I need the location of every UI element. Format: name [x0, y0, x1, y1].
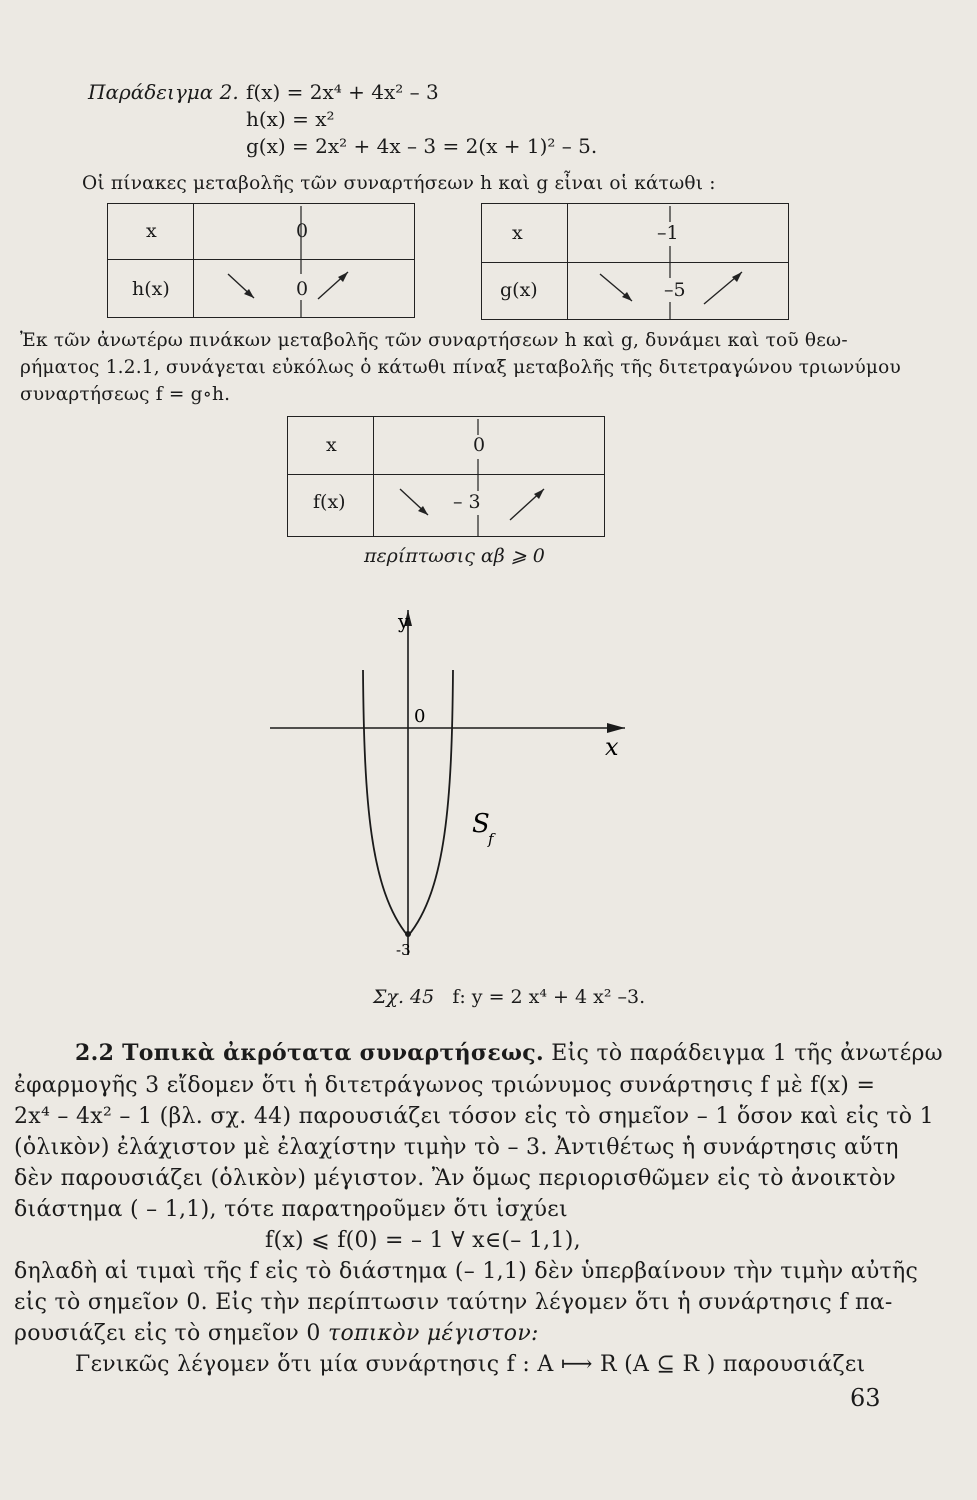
- section-line-9-prefix: ρουσιάζει εἰς τὸ σημεῖον 0: [14, 1321, 328, 1346]
- inequality: f(x) ⩽ f(0) = – 1 ∀ x∈(– 1,1),: [265, 1228, 581, 1253]
- equation-h: h(x) = x²: [246, 107, 335, 131]
- table-g-x-value: –1: [657, 222, 679, 244]
- paragraph-1-line-1: Ἐκ τῶν ἀνωτέρω πινάκων μεταβολῆς τῶν συναρτήσεων h καὶ g, δυνάμει καὶ τοῦ θεω-: [20, 330, 848, 351]
- table-h-f-value: 0: [296, 278, 309, 300]
- section-line-2: ἐφαρμογῆς 3 εἴδομεν ὅτι ἡ διτετράγωνος τριώνυμος συνάρτησις f μὲ f(x) =: [14, 1073, 876, 1098]
- x-axis-arrow-icon: [607, 723, 625, 733]
- section-line-3: 2x⁴ – 4x² – 1 (βλ. σχ. 44) παρουσιάζει τόσον εἰς τὸ σημεῖον – 1 ὅσον καὶ εἰς τὸ 1: [14, 1104, 934, 1129]
- curve-label: S: [472, 809, 490, 839]
- section-heading: 2.2 Τοπικὰ ἀκρότατα συναρτήσεως.: [75, 1040, 544, 1066]
- section-line-4: (ὁλικὸν) ἐλάχιστον μὲ ἐλαχίστην τιμὴν τὸ – 3. Ἀντιθέτως ἡ συνάρτησις αὕτη: [14, 1135, 899, 1160]
- table-f-caption: περίπτωσις αβ ⩾ 0: [364, 545, 545, 567]
- table-h-x-label: x: [146, 220, 157, 242]
- section-line-5: δὲν παρουσιάζει (ὁλικὸν) μέγιστον. Ἂν ὅμως περιορισθῶμεν εἰς τὸ ἀνοικτὸν: [14, 1166, 897, 1191]
- section-line-6: διάστημα ( – 1,1), τότε παρατηροῦμεν ὅτι ἰσχύει: [14, 1197, 568, 1222]
- figure-caption: [373, 986, 645, 1008]
- local-maximum-term: τοπικὸν μέγιστον:: [327, 1321, 539, 1346]
- variation-table-f: [287, 416, 605, 537]
- section-line-9: [14, 1321, 539, 1346]
- y-axis-label: y: [398, 609, 410, 633]
- table-h-x-value: 0: [296, 220, 309, 242]
- tables-intro: Οἱ πίνακες μεταβολῆς τῶν συναρτήσεων h καὶ g εἶναι οἱ κάτωθι :: [82, 173, 716, 194]
- table-g-arrows: [482, 204, 790, 321]
- parabola-graph: [250, 600, 650, 960]
- origin-label: 0: [414, 706, 426, 727]
- section-line-8: εἰς τὸ σημεῖον 0. Εἰς τὴν περίπτωσιν ταύτην λέγομεν ὅτι ἡ συνάρτησις f πα-: [14, 1290, 893, 1315]
- section-first-line: [75, 1040, 943, 1066]
- equation-f: f(x) = 2x⁴ + 4x² – 3: [246, 80, 439, 104]
- equation-g: g(x) = 2x² + 4x – 3 = 2(x + 1)² – 5.: [246, 134, 598, 158]
- section-line-10: Γενικῶς λέγομεν ὅτι μία συνάρτησις f : A ⟼ R (A ⊆ R ) παρουσιάζει: [75, 1352, 866, 1377]
- example-label: Παράδειγμα 2.: [88, 80, 239, 104]
- table-f-f-value: – 3: [453, 491, 481, 513]
- table-g-f-value: –5: [664, 279, 686, 301]
- table-f-x-value: 0: [473, 434, 486, 456]
- table-h-arrows: [108, 204, 416, 319]
- table-f-arrows: [288, 417, 606, 538]
- table-h-f-label: h(x): [132, 278, 170, 300]
- table-f-x-label: x: [326, 434, 337, 456]
- figure-equation: f: y = 2 x⁴ + 4 x² –3.: [452, 986, 646, 1008]
- x-axis-label: x: [605, 733, 619, 761]
- curve-subscript: f: [488, 830, 494, 848]
- paragraph-1-line-2: ρήματος 1.2.1, συνάγεται εὐκόλως ὁ κάτωθι πίναξ μεταβολῆς τῆς διτετραγώνου τριωνύμου: [20, 357, 901, 378]
- section-line-1-rest: Εἰς τὸ παράδειγμα 1 τῆς ἀνωτέρω: [551, 1041, 943, 1066]
- variation-table-g: [481, 203, 789, 320]
- figure-number: Σχ. 45: [373, 986, 435, 1008]
- page-number: 63: [850, 1384, 881, 1412]
- variation-table-h: [107, 203, 415, 318]
- table-f-f-label: f(x): [313, 491, 346, 513]
- section-line-7: δηλαδὴ αἱ τιμαὶ τῆς f εἰς τὸ διάστημα (– 1,1) δὲν ὑπερβαίνουν τὴν τιμὴν αὐτῆς: [14, 1259, 919, 1284]
- table-g-x-label: x: [512, 222, 523, 244]
- table-g-f-label: g(x): [500, 279, 538, 301]
- min-value-label: -3: [396, 941, 411, 959]
- paragraph-1-line-3: συναρτήσεως f = g∘h.: [20, 384, 231, 405]
- minimum-point: [405, 931, 411, 937]
